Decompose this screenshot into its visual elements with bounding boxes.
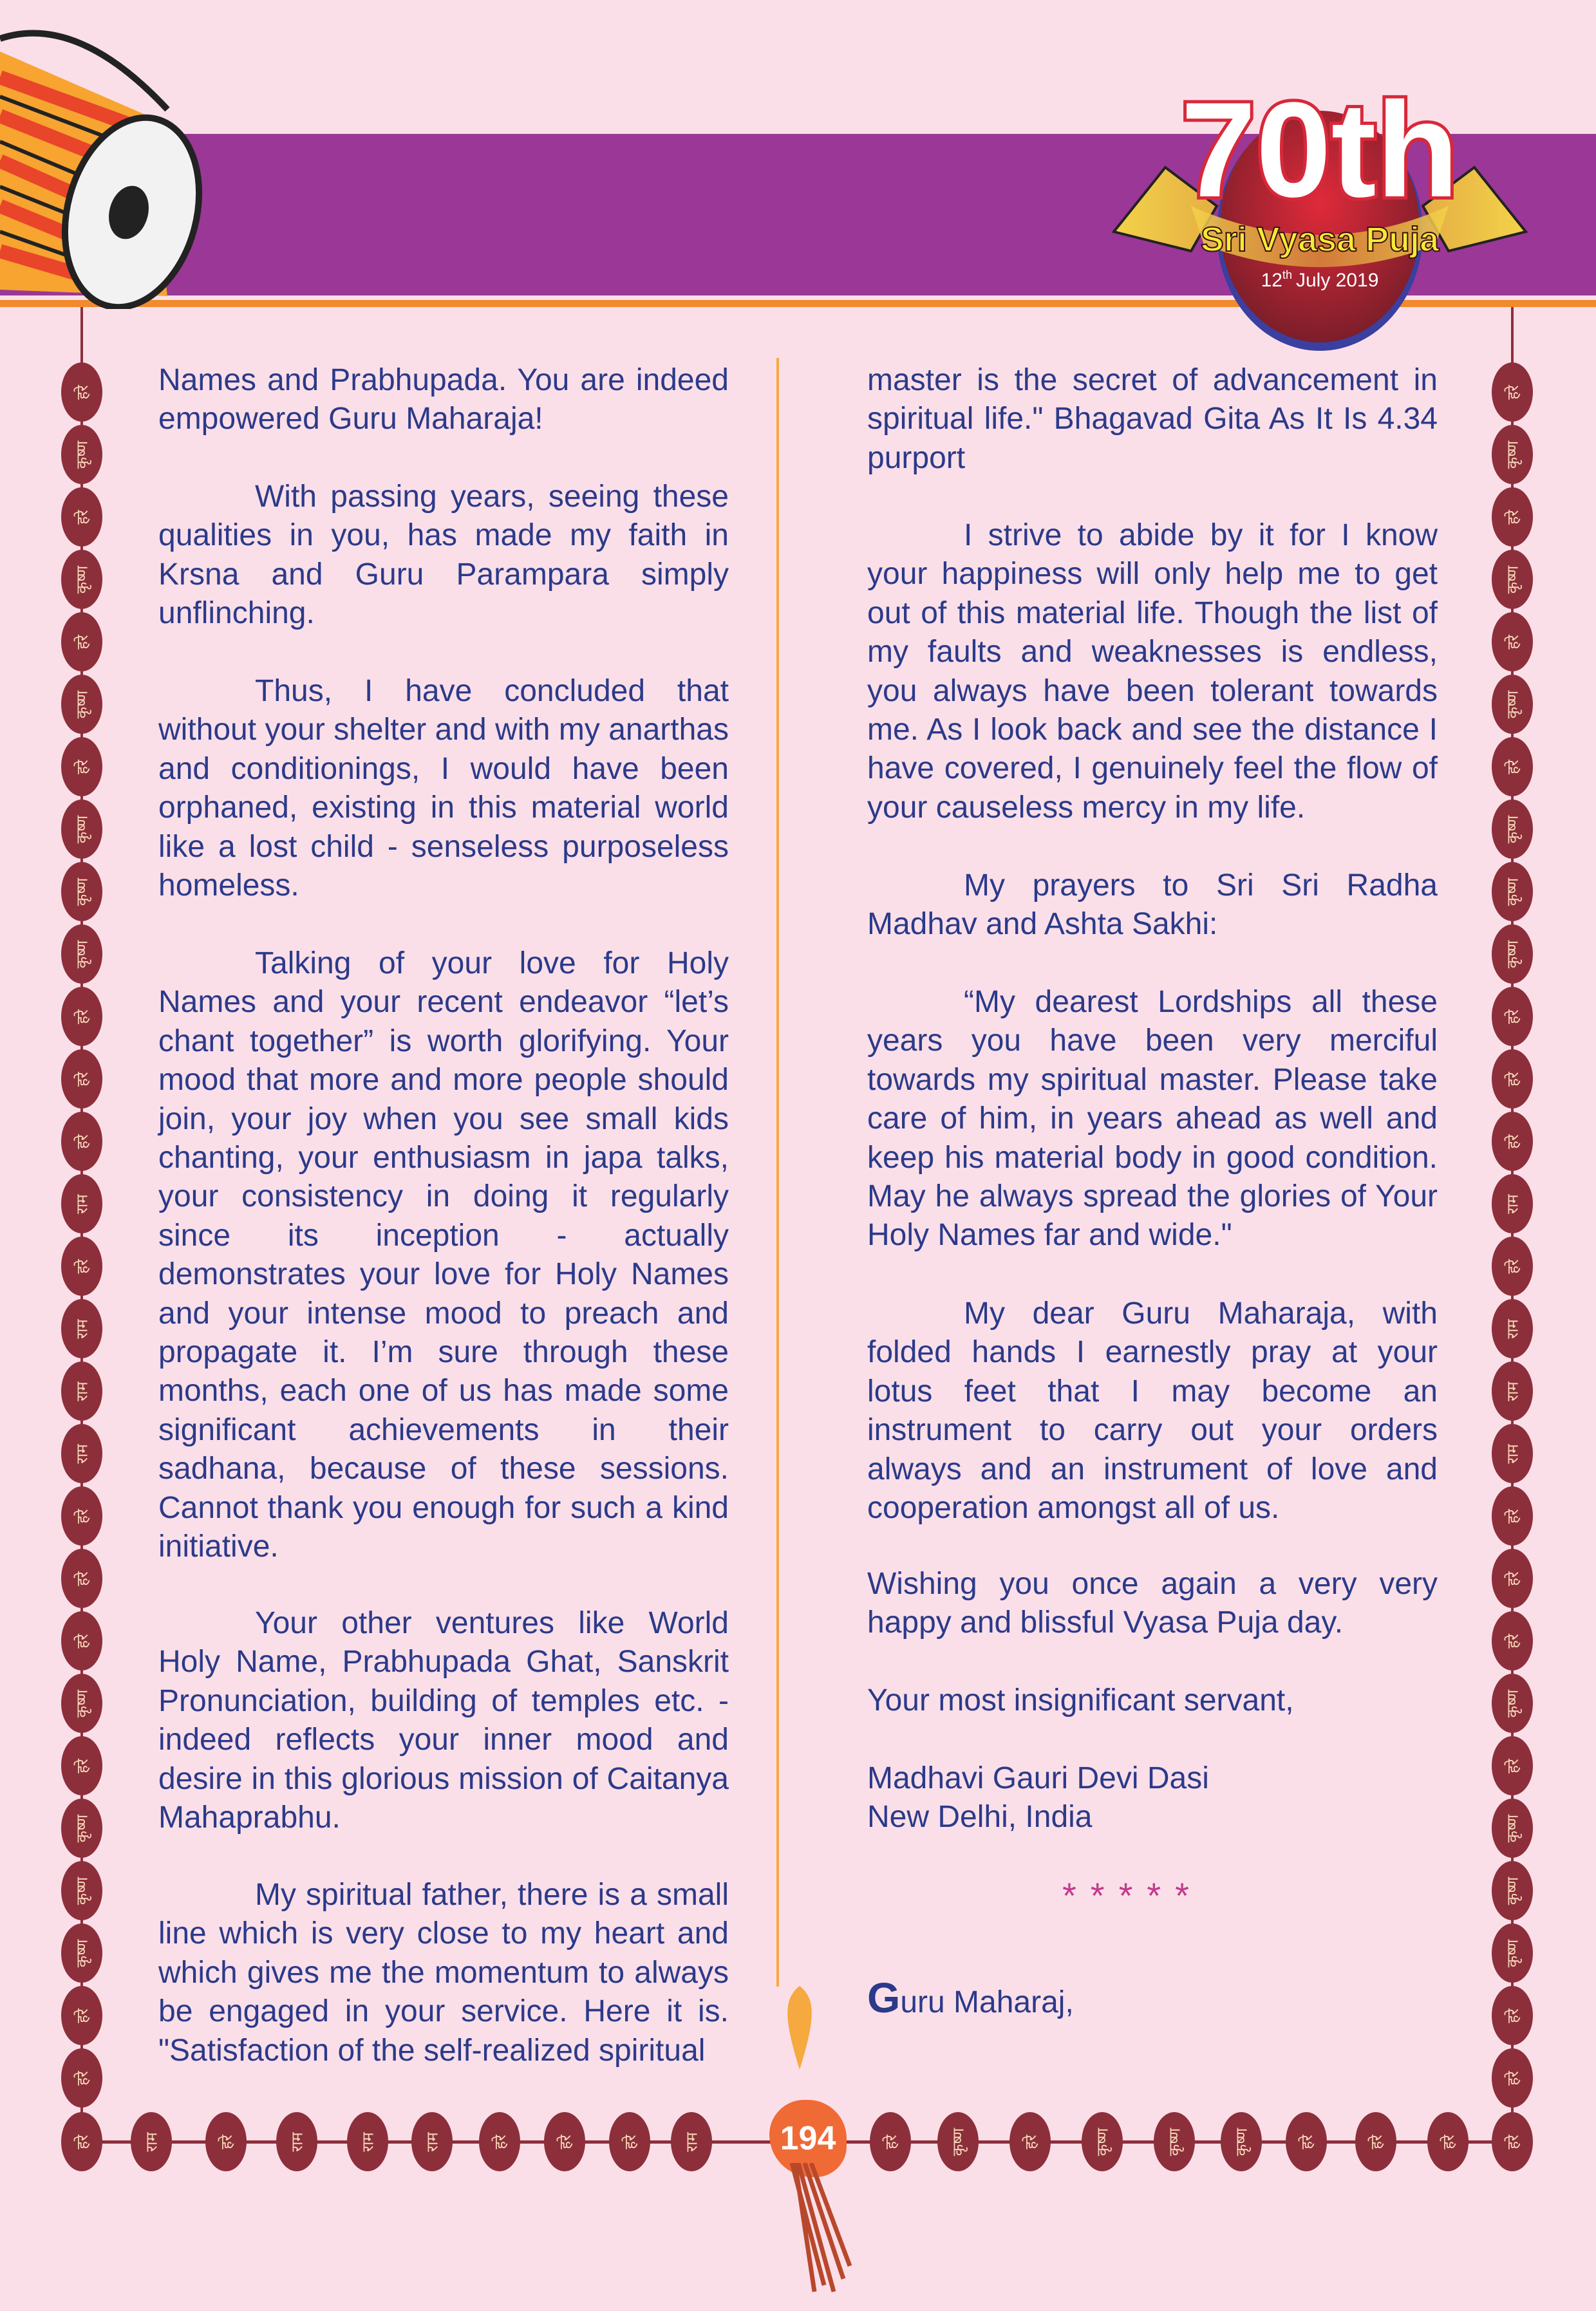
bead-label: कृष्ण: [73, 1876, 91, 1905]
bead-label: राम: [73, 1381, 91, 1401]
paragraph: master is the secret of advancement in spiritual life." Bhagavad Gita As It Is 4.34 purport: [867, 363, 1438, 475]
bead-label: राम: [73, 1443, 91, 1464]
70th-vyasa-puja-badge: [1088, 58, 1552, 354]
bead-label: हरे: [73, 509, 91, 525]
japa-bead: [1492, 1986, 1533, 2045]
japa-bead: [61, 862, 102, 921]
bead-label: राम: [1503, 1443, 1522, 1464]
column-divider: [776, 358, 779, 1987]
bead-label: हरे: [1503, 1071, 1522, 1087]
japa-bead: [61, 1799, 102, 1858]
bead-label: हरे: [73, 2070, 91, 2086]
bead-label: हरे: [1503, 1134, 1522, 1149]
japa-bead: [1492, 362, 1533, 422]
bead-label: हरे: [73, 384, 91, 400]
japa-bead: [1009, 2112, 1051, 2171]
bead-label: हरे: [556, 2134, 574, 2149]
japa-bead: [1492, 1861, 1533, 1920]
bead-label: राम: [423, 2131, 442, 2152]
bead-label: हरे: [491, 2134, 509, 2149]
bead-label: हरे: [73, 1758, 91, 1773]
badge-title: Sri Vyasa Puja: [1200, 220, 1440, 259]
bead-label: कृष्ण: [1503, 440, 1522, 469]
japa-bead: [61, 1861, 102, 1920]
japa-bead: [1492, 1674, 1533, 1733]
badge-number: 70th: [1181, 74, 1459, 225]
bead-label: कृष्ण: [73, 690, 91, 718]
japa-bead: [61, 675, 102, 734]
japa-bead: [276, 2112, 317, 2171]
bead-label: हरे: [1367, 2134, 1385, 2149]
japa-bead: [1492, 612, 1533, 671]
japa-bead: [411, 2112, 453, 2171]
bead-label: हरे: [881, 2134, 900, 2149]
bead-label: राम: [682, 2131, 701, 2152]
japa-bead: [61, 1611, 102, 1670]
japa-bead: [544, 2112, 585, 2171]
bead-label: कृष्ण: [1503, 1876, 1522, 1905]
japa-bead: [61, 737, 102, 796]
bead-label: हरे: [73, 1009, 91, 1024]
japa-bead: [1492, 1486, 1533, 1546]
next-letter-salutation: [867, 1974, 1074, 2022]
bead-label: हरे: [1503, 2070, 1522, 2086]
bead-label: कृष्ण: [1503, 940, 1522, 968]
bead-label: हरे: [73, 759, 91, 774]
japa-bead: [61, 1486, 102, 1546]
paragraph: My prayers to Sri Sri Radha Madhav and Ashta Sakhi:: [867, 868, 1438, 942]
bead-label: हरे: [73, 1508, 91, 1524]
japa-bead: [1492, 2048, 1533, 2108]
paragraph: My spiritual father, there is a small line which is very close to my heart and which gives me the momentum to always be engaged in your service. Here it is. "Satisfaction of the self-realized spiritual: [158, 1878, 729, 2068]
japa-bead: [61, 612, 102, 671]
japa-bead: [1492, 862, 1533, 921]
japa-bead: [61, 1424, 102, 1483]
japa-bead: [61, 987, 102, 1046]
japa-bead: [1492, 1049, 1533, 1109]
bead-label: कृष्ण: [73, 565, 91, 594]
japa-bead: [61, 1174, 102, 1233]
bead-label: हरे: [1503, 1571, 1522, 1586]
bead-label: हरे: [73, 2008, 91, 2023]
japa-bead: [1492, 1237, 1533, 1296]
japa-bead: [671, 2112, 712, 2171]
bead-label: कृष्ण: [949, 2128, 968, 2156]
japa-bead: [1492, 1424, 1533, 1483]
signature-name: Madhavi Gauri Devi Dasi: [867, 1761, 1209, 1795]
japa-bead: [61, 1299, 102, 1358]
bead-label: कृष्ण: [1503, 1939, 1522, 1967]
bead-label: कृष्ण: [73, 1814, 91, 1842]
bead-label: कृष्ण: [1503, 877, 1522, 906]
bead-label: कृष्ण: [1232, 2128, 1251, 2156]
japa-bead: [479, 2112, 520, 2171]
bead-label: कृष्ण: [73, 815, 91, 843]
bead-label: हरे: [1021, 2134, 1040, 2149]
japa-bead: [61, 1361, 102, 1421]
bead-label: राम: [1503, 1193, 1522, 1214]
japa-bead: [1492, 1112, 1533, 1171]
japa-bead: [61, 550, 102, 609]
paragraph: Talking of your love for Holy Names and your recent endeavor “let’s chant together” is worth glorifying. Your mood that more and more people should join, your joy when you see small kids chanting, your enthusiasm in japa talks, your consistency in doing it regularly since its inception - actually demonstrates your love for Holy Names and your intense mood to preach and propagate it. I’m sure through these months, each one of us has made some significant achievements in their sadhana, because of these sessions. Cannot thank you enough for such a kind initiative.: [158, 946, 729, 1564]
bead-label: राम: [1503, 1318, 1522, 1339]
bead-label: हरे: [1503, 509, 1522, 525]
bead-label: राम: [73, 1318, 91, 1339]
bead-label: हरे: [73, 1633, 91, 1649]
signature-place: New Delhi, India: [867, 1800, 1093, 1834]
bead-label: हरे: [73, 2134, 91, 2149]
drop-initial: G: [867, 1974, 901, 2021]
japa-bead: [61, 2112, 102, 2171]
japa-bead: [1492, 1299, 1533, 1358]
bead-label: हरे: [73, 634, 91, 650]
bead-label: कृष्ण: [1503, 690, 1522, 718]
bead-label: कृष्ण: [1093, 2128, 1112, 2156]
japa-bead: [61, 425, 102, 484]
paragraph: Your other ventures like World Holy Name, Prabhupada Ghat, Sanskrit Pronunciation, building of temples etc. - indeed reflects your inner mood and desire in this glorious mission of Caitanya Mahaprabhu.: [158, 1606, 729, 1835]
bead-label: हरे: [1503, 1633, 1522, 1649]
japa-bead: [1492, 425, 1533, 484]
bead-label: हरे: [1503, 634, 1522, 650]
japa-bead: [1082, 2112, 1123, 2171]
japa-bead: [61, 1237, 102, 1296]
bead-label: हरे: [73, 1071, 91, 1087]
japa-bead: [61, 1112, 102, 1171]
bead-label: कृष्ण: [73, 940, 91, 968]
japa-bead: [61, 487, 102, 547]
bead-label: हरे: [1503, 1009, 1522, 1024]
japa-bead: [1492, 1611, 1533, 1670]
japa-bead: [61, 1736, 102, 1795]
japa-bead: [1492, 487, 1533, 547]
japa-bead: [61, 1049, 102, 1109]
japa-bead: [1492, 987, 1533, 1046]
bead-label: हरे: [1503, 1758, 1522, 1773]
japa-bead: [1492, 924, 1533, 984]
bead-label: कृष्ण: [73, 877, 91, 906]
bead-label: हरे: [1503, 2134, 1522, 2149]
bead-label: हरे: [621, 2134, 639, 2149]
bead-label: हरे: [1503, 1508, 1522, 1524]
pendant-ornament: [777, 1986, 822, 2070]
paragraph: I strive to abide by it for I know your happiness will only help me to get out of this material life. Though the list of my faults and weaknesses is endless, you always have been tolerant towards me. As I look back and see the distance I have covered, I genuinely feel the flow of your causeless mercy in my life.: [867, 518, 1438, 825]
paragraph: With passing years, seeing these qualities in you, has made my faith in Krsna and Guru Parampara simply unflinching.: [158, 480, 729, 631]
bead-label: हरे: [1297, 2134, 1316, 2149]
japa-bead: [1492, 550, 1533, 609]
bead-label: हरे: [1503, 384, 1522, 400]
japa-bead: [1492, 1361, 1533, 1421]
bead-label: कृष्ण: [73, 1689, 91, 1717]
section-separator: *****: [1062, 1875, 1203, 1916]
japa-bead: [61, 1674, 102, 1733]
japa-bead: [205, 2112, 247, 2171]
bead-label: कृष्ण: [73, 1939, 91, 1967]
japa-bead: [131, 2112, 172, 2171]
bead-label: हरे: [73, 1258, 91, 1274]
japa-bead: [61, 1923, 102, 1983]
bead-label: कृष्ण: [1503, 815, 1522, 843]
paragraph: Names and Prabhupada. You are indeed empowered Guru Maharaja!: [158, 363, 729, 436]
japa-bead: [61, 924, 102, 984]
japa-bead: [609, 2112, 650, 2171]
bead-label: कृष्ण: [73, 440, 91, 469]
bead-label: हरे: [1503, 1258, 1522, 1274]
japa-bead: [61, 1549, 102, 1608]
bead-label: हरे: [73, 1134, 91, 1149]
bead-label: राम: [73, 1193, 91, 1214]
paragraph: Wishing you once again a very very happy and blissful Vyasa Puja day.: [867, 1567, 1438, 1640]
bead-label: राम: [1503, 1381, 1522, 1401]
japa-bead: [1492, 1174, 1533, 1233]
closing: Your most insignificant servant,: [867, 1683, 1294, 1717]
japa-bead: [1492, 1799, 1533, 1858]
bead-label: कृष्ण: [1503, 1689, 1522, 1717]
japa-bead: [1221, 2112, 1262, 2171]
paragraph: “My dearest Lordships all these years you have been very merciful towards my spiritual master. Please take care of him, in years ahead as well and keep his material body in good condition. May he always spread the glories of Your Holy Names far and wide.": [867, 985, 1438, 1253]
japa-bead: [1492, 800, 1533, 859]
bead-label: हरे: [1503, 2008, 1522, 2023]
salutation-text: uru Maharaj,: [900, 1985, 1074, 2019]
japa-bead: [1492, 737, 1533, 796]
badge-date: 12th July 2019: [1261, 268, 1379, 291]
tassel-ornament: [785, 2163, 863, 2311]
japa-bead: [347, 2112, 388, 2171]
bead-label: कृष्ण: [1503, 1814, 1522, 1842]
japa-bead: [1492, 675, 1533, 734]
bead-label: राम: [288, 2131, 306, 2152]
japa-bead: [61, 1986, 102, 2045]
page-number: 194: [780, 2120, 836, 2157]
japa-bead: [1492, 1923, 1533, 1983]
japa-bead: [61, 2048, 102, 2108]
japa-bead: [61, 800, 102, 859]
japa-bead: [1492, 1549, 1533, 1608]
bead-label: कृष्ण: [1503, 565, 1522, 594]
bead-label: हरे: [217, 2134, 236, 2149]
japa-bead: [1355, 2112, 1396, 2171]
bead-label: हरे: [1503, 759, 1522, 774]
paragraph: My dear Guru Maharaja, with folded hands I earnestly pray at your lotus feet that I may become an instrument to carry out your orders always and an instrument of love and cooperation amongst all of us.: [867, 1296, 1438, 1526]
japa-bead: [937, 2112, 979, 2171]
japa-bead: [1492, 2112, 1533, 2171]
bead-label: हरे: [1439, 2134, 1458, 2149]
bead-label: राम: [142, 2131, 161, 2152]
japa-bead: [1286, 2112, 1327, 2171]
mridanga-drum-illustration: [0, 0, 212, 309]
japa-bead: [1427, 2112, 1469, 2171]
japa-bead: [870, 2112, 911, 2171]
bead-label: राम: [359, 2131, 377, 2152]
paragraph: Thus, I have concluded that without your shelter and with my anarthas and conditionings, I would have been orphaned, existing in this material world like a lost child - senseless purposeless homeless.: [158, 674, 729, 903]
bead-label: हरे: [73, 1571, 91, 1586]
japa-bead: [1154, 2112, 1195, 2171]
bead-label: कृष्ण: [1165, 2128, 1184, 2156]
japa-bead: [61, 362, 102, 422]
japa-bead: [1492, 1736, 1533, 1795]
